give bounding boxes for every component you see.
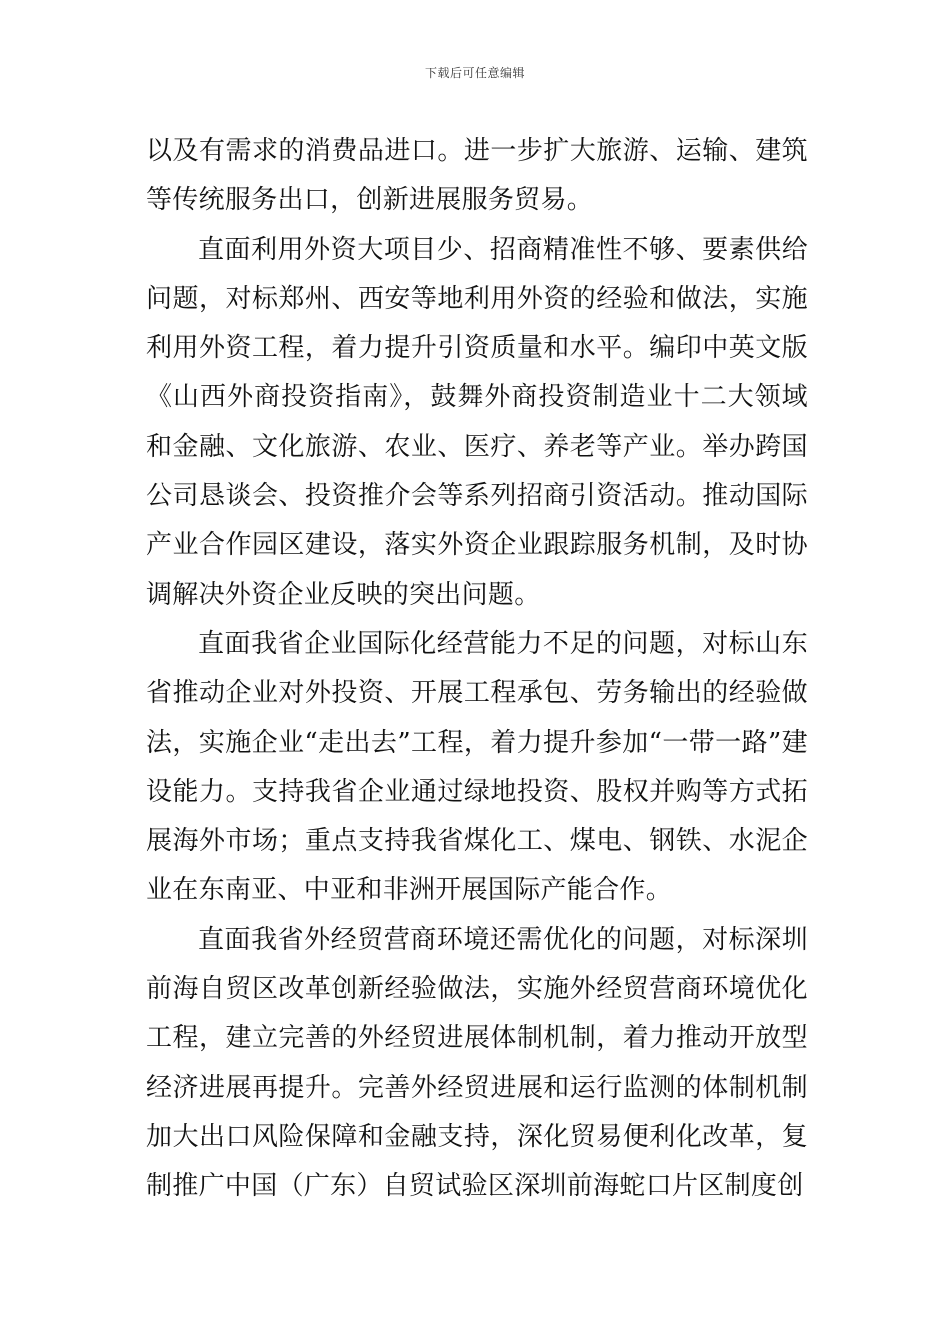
paragraph-1: 以及有需求的消费品进口。进一步扩大旅游、运输、建筑等传统服务出口，创新进展服务贸易。 <box>146 136 808 216</box>
paragraph-3: 直面我省企业国际化经营能力不足的问题，对标山东省推动企业对外投资、开展工程承包、劳务输出的经验做法，实施企业“走出去”工程，着力提升参加“一带一路”建设能力。支持我省企业通过绿地投资、股权并购等方式拓展海外市场；重点支持我省煤化工、煤电、钢铁、水泥企业在东南亚、中亚和非洲开展国际产能合作。 <box>146 628 808 906</box>
paragraph-4: 直面我省外经贸营商环境还需优化的问题，对标深圳前海自贸区改革创新经验做法，实施外经贸营商环境优化工程，建立完善的外经贸进展体制机制，着力推动开放型经济进展再提升。完善外经贸进展和运行监测的体制机制加大出口风险保障和金融支持，深化贸易便利化改革，复制推广中国（广东）自贸试验区深圳前海蛇口片区制度创 <box>146 924 808 1202</box>
paragraph-2: 直面利用外资大项目少、招商精准性不够、要素供给问题，对标郑州、西安等地利用外资的经验和做法，实施利用外资工程，着力提升引资质量和水平。编印中英文版《山西外商投资指南》，鼓舞外商投资制造业十二大领域和金融、文化旅游、农业、医疗、养老等产业。举办跨国公司恳谈会、投资推介会等系列招商引资活动。推动国际产业合作园区建设，落实外资企业跟踪服务机制，及时协调解决外资企业反映的突出问题。 <box>146 234 808 610</box>
page-header: 下载后可任意编辑 <box>424 66 525 80</box>
document-body <box>146 127 808 1212</box>
